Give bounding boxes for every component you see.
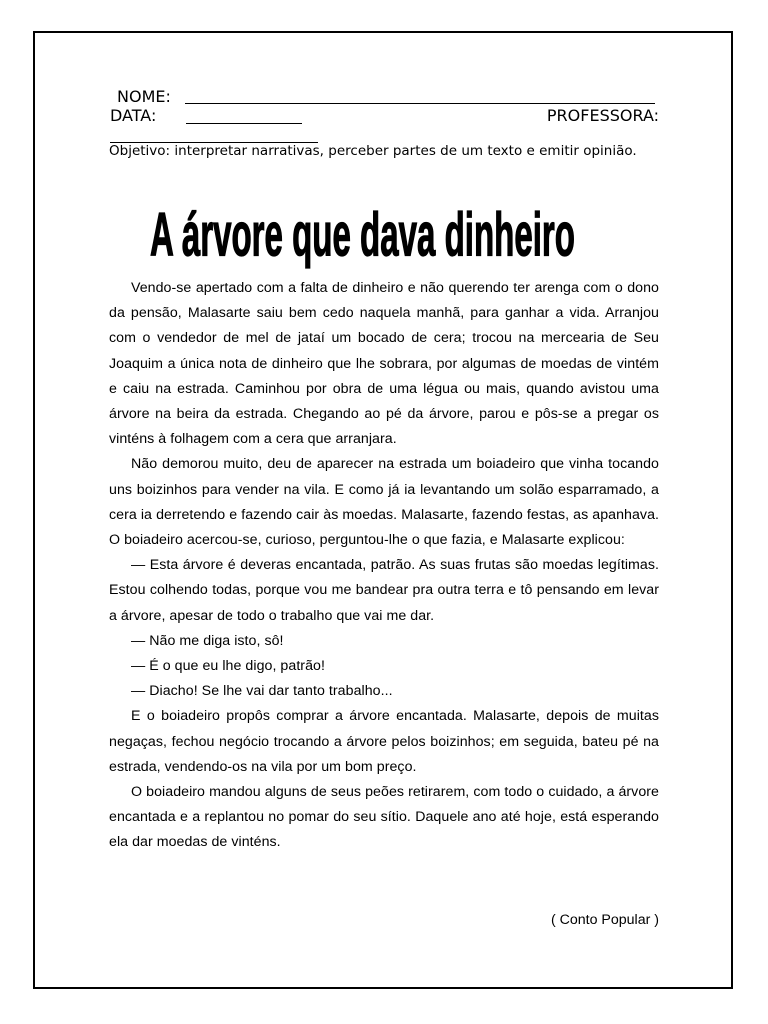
objective-text: Objetivo: interpretar narrativas, perceber partes de um texto e emitir opinião. — [109, 143, 637, 159]
story-paragraph: O boiadeiro mandou alguns de seus peões retirarem, com todo o cuidado, a árvore encantada e a replantou no pomar do seu sítio. Daquele ano até hoje, está esperando ela dar moedas de vinténs. — [109, 784, 659, 851]
story-paragraph: E o boiadeiro propôs comprar a árvore encantada. Malasarte, depois de muitas negaças, fechou negócio trocando a árvore pelos boizinhos; em seguida, bateu pé na estrada, vendendo-os na vila por um bom preço. — [109, 708, 659, 775]
story-body — [109, 276, 659, 856]
story-paragraph: — Esta árvore é deveras encantada, patrão. As suas frutas são moedas legítimas. Estou colhendo todas, porque vou me bandear pra outra terra e tô pensando em levar a árvore, apesar de todo o trabalho que vai me dar. — [109, 557, 659, 624]
professora-label: PROFESSORA: — [546, 106, 659, 125]
story-paragraph: Não demorou muito, deu de aparecer na estrada um boiadeiro que vinha tocando uns boizinhos para vender na vila. E como já ia levantando um solão esparramado, a cera ia derretendo e fazendo cair às moedas. Malasarte, fazendo festas, as apanhava. O boiadeiro acercou-se, curioso, perguntou-lhe o que fazia, e Malasarte explicou: — [109, 456, 659, 549]
story-paragraph: Vendo-se apertado com a falta de dinheiro e não querendo ter arenga com o dono da pensão, Malasarte saiu bem cedo naquela manhã, para ganhar a vida. Arranjou com o vendedor de mel de jataí um bocado de cera; trocou na mercearia de Seu Joaquim a única nota de dinheiro que lhe sobrara, por algumas de moedas de vintém e caiu na estrada. Caminhou por obra de uma légua ou mais, quando avistou uma árvore na beira da estrada. Chegando ao pé da árvore, parou e pôs-se a pregar os vinténs à folhagem com a cera que arranjara. — [109, 280, 659, 448]
story-title-text: A árvore que dava dinheiro — [150, 199, 575, 269]
data-label: DATA: — [110, 106, 157, 125]
data-blank-line — [186, 123, 302, 124]
story-paragraph: — É o que eu lhe digo, patrão! — [131, 658, 325, 675]
story-paragraph: — Não me diga isto, sô! — [131, 632, 284, 649]
nome-label: NOME: — [117, 87, 171, 106]
story-title — [150, 186, 590, 272]
nome-blank-line — [185, 103, 655, 104]
story-paragraph: — Diacho! Se lhe vai dar tanto trabalho... — [131, 683, 393, 700]
story-source: ( Conto Popular ) — [550, 912, 659, 928]
